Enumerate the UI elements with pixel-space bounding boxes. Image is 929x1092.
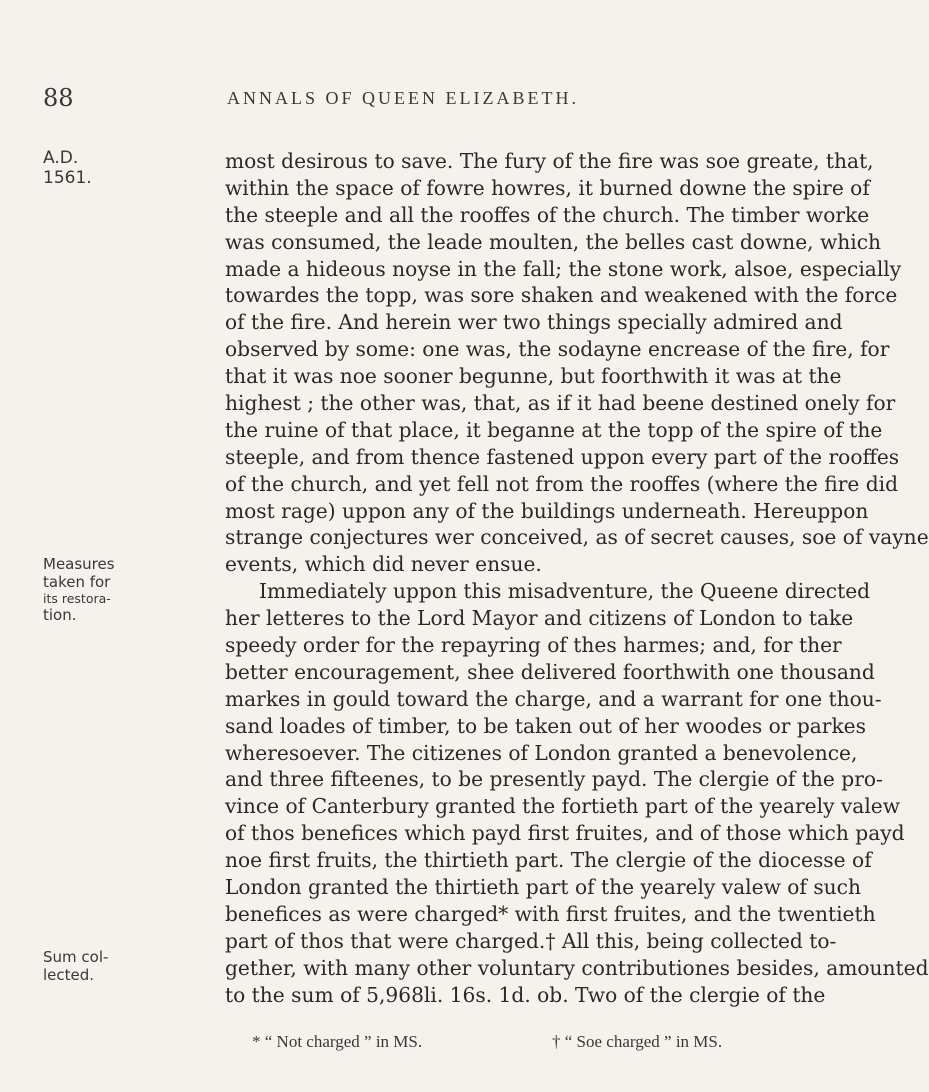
text-line: the steeple and all the rooffes of the church. The timber worke	[225, 202, 870, 227]
text-line: better encouragement, shee delivered foorthwith one thousand	[225, 659, 875, 684]
text-line: towardes the topp, was sore shaken and weakened with the force	[225, 283, 898, 308]
body-text	[225, 148, 929, 1009]
text-line: events, which did never ensue.	[225, 552, 542, 577]
text-line: Immediately uppon this misadventure, the Queene directed	[259, 579, 871, 604]
text-line: her letteres to the Lord Mayor and citizens of London to take	[225, 606, 854, 631]
text-line: London granted the thirtieth part of the yearely valew of such	[225, 875, 861, 900]
text-line: of thos benefices which payd first fruites, and of those which payd	[225, 821, 905, 846]
margin-note-sum	[43, 948, 128, 984]
text-line: noe first fruits, the thirtieth part. The clergie of the diocesse of	[225, 848, 872, 873]
text-line: highest ; the other was, that, as if it had beene destined onely for	[225, 391, 896, 416]
text-line: of the fire. And herein wer two things specially admired and	[225, 310, 843, 335]
margin-note-measures	[43, 555, 128, 624]
text-line: steeple, and from thence fastened uppon every part of the rooffes	[225, 444, 900, 469]
margin-note-line: Sum col-	[43, 948, 109, 966]
margin-note-date	[43, 148, 128, 188]
text-line: strange conjectures wer conceived, as of secret causes, soe of vayne	[225, 525, 929, 550]
page-number: 88	[43, 84, 74, 112]
text-line: benefices as were charged* with first fruites, and the twentieth	[225, 901, 876, 926]
text-line: wheresoever. The citizenes of London granted a benevolence,	[225, 740, 858, 765]
text-line: and three fifteenes, to be presently payd. The clergie of the pro-	[225, 767, 883, 792]
footnote: * “ Not charged ” in MS.	[252, 1032, 423, 1051]
text-line: observed by some: one was, the sodayne encrease of the fire, for	[225, 337, 890, 362]
text-line: the ruine of that place, it beganne at the topp of the spire of the	[225, 417, 883, 442]
margin-note-line: its restora-	[43, 591, 111, 606]
text-line: vince of Canterbury granted the fortieth part of the yearely valew	[225, 794, 901, 819]
text-line: part of thos that were charged.† All this, being collected to-	[225, 928, 837, 953]
running-title: ANNALS OF QUEEN ELIZABETH.	[227, 88, 579, 108]
text-line: that it was noe sooner begunne, but foorthwith it was at the	[225, 364, 842, 389]
margin-note-line: lected.	[43, 966, 95, 984]
text-line: most desirous to save. The fury of the fire was soe greate, that,	[225, 149, 874, 173]
margin-note-line: A.D.	[43, 148, 79, 168]
footnote: † “ Soe charged ” in MS.	[552, 1032, 723, 1051]
text-line: gether, with many other voluntary contributiones besides, amounted	[225, 955, 929, 980]
text-line: sand loades of timber, to be taken out of her woodes or parkes	[225, 713, 866, 738]
text-line: most rage) uppon any of the buildings underneath. Hereuppon	[225, 498, 869, 523]
margin-note-line: 1561.	[43, 168, 92, 188]
text-line: markes in gould toward the charge, and a warrant for one thou-	[225, 686, 882, 711]
text-line: speedy order for the repayring of thes harmes; and, for ther	[225, 633, 842, 658]
margin-note-line: taken for	[43, 573, 111, 591]
margin-note-line: Measures	[43, 555, 115, 573]
text-line: to the sum of 5,968li. 16s. 1d. ob. Two of the clergie of the	[225, 982, 826, 1007]
margin-note-line: tion.	[43, 606, 77, 624]
text-line: within the space of fowre howres, it burned downe the spire of	[225, 175, 870, 200]
text-line: made a hideous noyse in the fall; the stone work, alsoe, especially	[225, 256, 902, 281]
text-line: was consumed, the leade moulten, the belles cast downe, which	[225, 229, 882, 254]
text-line: of the church, and yet fell not from the rooffes (where the fire did	[225, 471, 899, 496]
